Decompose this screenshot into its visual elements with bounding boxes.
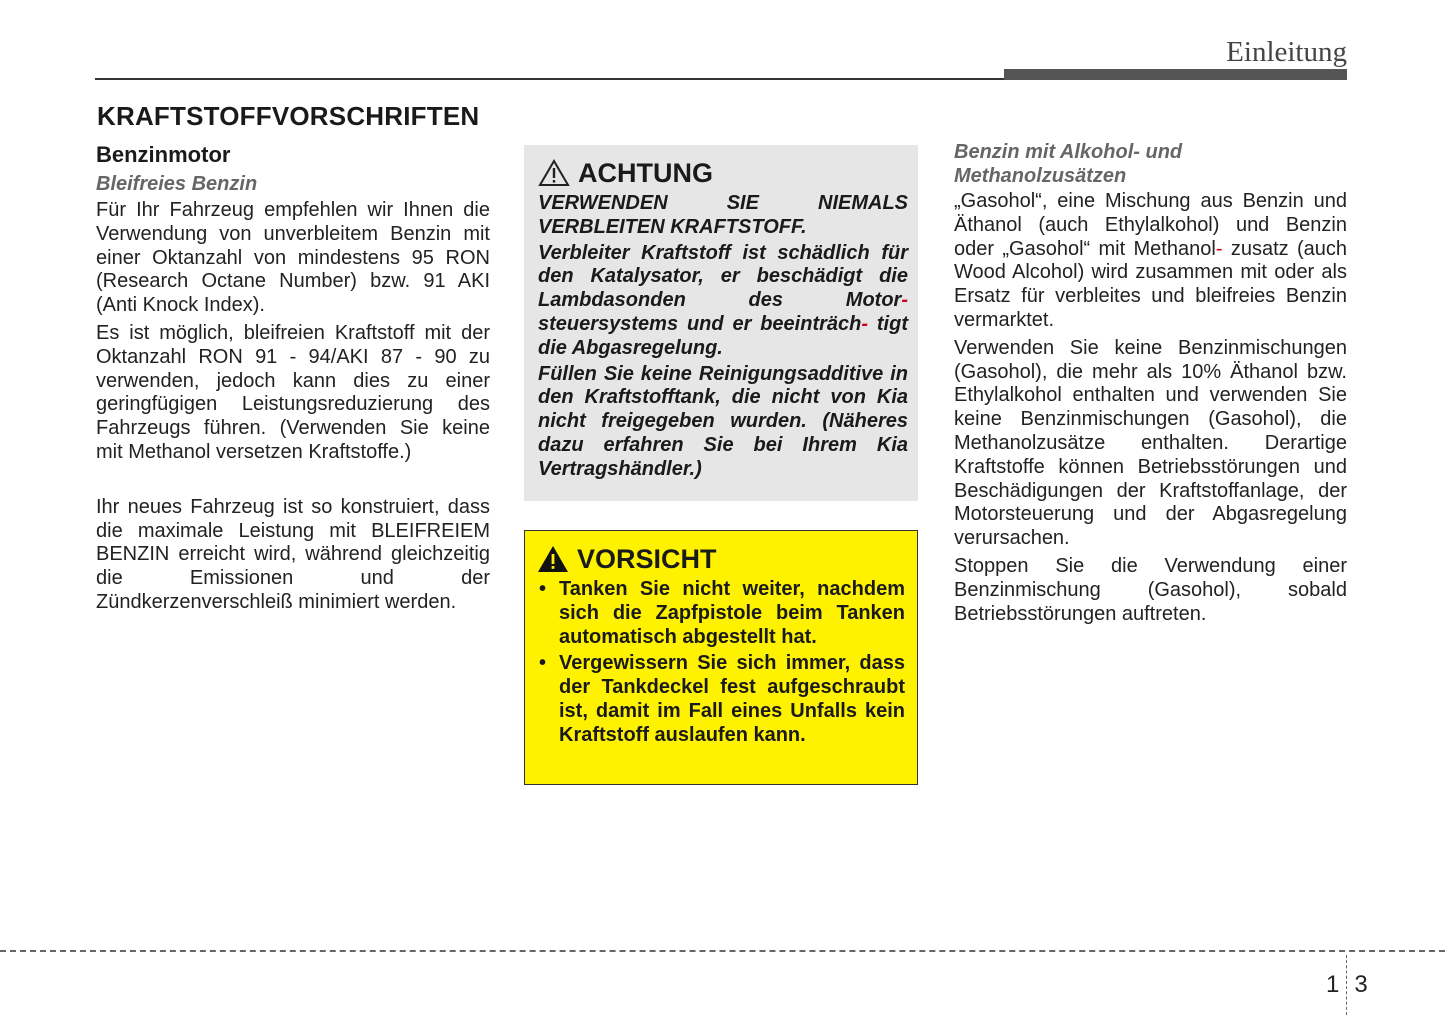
subheading-alkohol: Benzin mit Alkohol- und Methanolzusätzen — [954, 141, 1183, 187]
warning-outline-icon — [538, 159, 570, 187]
right-paragraph-1: „Gasohol“, eine Mischung aus Benzin und Äthanol (auch Ethylalkohol) und Benzin oder „Gasohol“ mit Methanol- zusatz (auch Wood Alcohol) wird zusammen mit oder als Ersatz für verbleites und bleifreies Benzin vermarktet. — [954, 190, 1348, 331]
right-column — [954, 140, 1347, 626]
section-title: Einleitung — [1226, 36, 1347, 68]
list-item: • Tanken Sie nicht weiter, nachdem sich die Zapfpistole beim Tanken automatisch abgestellt hat. — [539, 578, 905, 648]
achtung-header — [538, 157, 908, 189]
page-index: 3 — [1354, 971, 1368, 998]
left-column — [96, 140, 490, 615]
page-separator — [1346, 955, 1347, 1015]
warning-filled-icon — [537, 545, 569, 573]
chapter-number: 1 — [1326, 971, 1340, 998]
list-item: • Vergewissern Sie sich immer, dass der Tankdeckel fest aufgeschraubt ist, damit im Fall eines Unfalls kein Kraftstoff auslaufen kann. — [539, 652, 905, 746]
right-paragraph-2: Verwenden Sie keine Benzinmischungen (Gasohol), die mehr als 10% Äthanol bzw. Ethylalkohol enthalten und verwenden Sie keine Benzinmischungen (Gasohol), die Methanolzusätze enthalten. Derartige Kraftstoffe können Betriebsstörungen und Beschädigungen der Kraftstoffanlage, der Motorsteuerung und der Abgasregelung verursachen. — [954, 336, 1347, 550]
subheading-bleifrei: Bleifreies Benzin — [96, 173, 258, 195]
vorsicht-list — [537, 578, 905, 748]
page-number — [1326, 955, 1368, 1015]
vorsicht-box — [524, 530, 918, 785]
achtung-box — [524, 145, 918, 501]
paragraph-3: Ihr neues Fahrzeug ist so konstruiert, dass die maximale Leistung mit BLEIFREIEM BENZIN erreicht wird, während gleichzeitig die Emissionen und der Zündkerzenverschleiß minimiert werden. — [96, 495, 490, 613]
heading-benzinmotor: Benzinmotor — [96, 142, 231, 167]
page-title: KRAFTSTOFFVORSCHRIFTEN — [97, 101, 480, 131]
paragraph-1: Für Ihr Fahrzeug empfehlen wir Ihnen die Verwendung von unverbleitem Benzin mit einer Oktanzahl von mindestens 95 RON (Research Octane Number) bzw. 91 AKI (Anti Knock Index). — [96, 199, 490, 317]
achtung-paragraph-2: Verbleiter Kraftstoff ist schädlich für den Katalysator, er beschädigt die Lambdasonden des Motor- steuersystems und er beeinträch- tigt die Abgasregelung. — [538, 241, 908, 359]
vorsicht-header — [537, 543, 905, 575]
footer-rule — [0, 950, 1445, 952]
paragraph-2: Es ist möglich, bleifreien Kraftstoff mit der Oktanzahl RON 91 - 94/AKI 87 - 90 zu verwenden, jedoch kann dies zu einer geringfügigen Leistungsreduzierung des Fahrzeugs führen. (Verwenden Sie keine mit Methanol versetzen Kraftstoffe.) — [96, 321, 490, 463]
achtung-paragraph-3: Füllen Sie keine Reinigungsadditive in den Kraftstofftank, die nicht von Kia nicht freigegeben wurden. (Näheres dazu erfahren Sie bei Ihrem Kia Vertragshändler.) — [538, 362, 908, 480]
achtung-label: ACHTUNG — [578, 158, 713, 188]
vorsicht-label: VORSICHT — [577, 544, 717, 574]
header-rule — [95, 78, 1005, 80]
achtung-paragraph-1: VERWENDEN SIE NIEMALS VERBLEITEN KRAFTSTOFF. — [538, 192, 908, 238]
header-bar — [1004, 69, 1347, 80]
right-paragraph-3: Stoppen Sie die Verwendung einer Benzinmischung (Gasohol), sobald Betriebsstörungen auftreten. — [954, 554, 1347, 625]
